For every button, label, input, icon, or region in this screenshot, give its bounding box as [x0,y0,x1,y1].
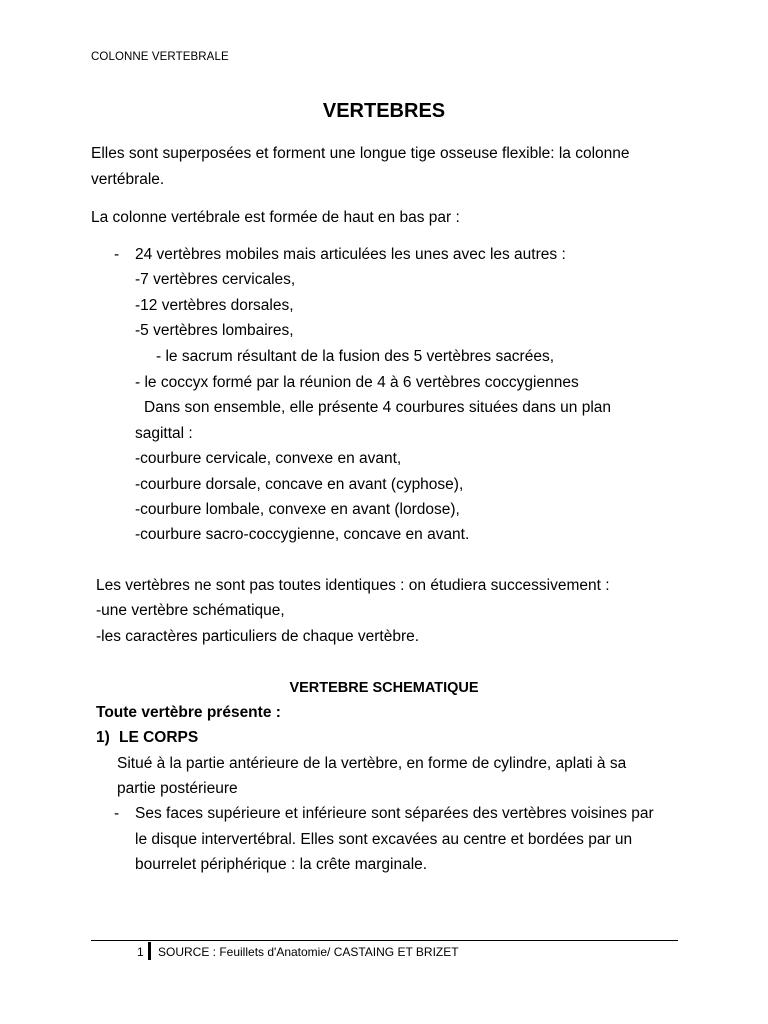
curve-sacro-coccygeal: -courbure sacro-coccygienne, concave en avant. [135,526,470,543]
faces-bullet: - [114,805,120,822]
list-item-sacrum: - le sacrum résultant de la fusion des 5 vertèbres sacrées, [156,348,555,365]
footer-source: SOURCE : Feuillets d'Anatomie/ CASTAING ET BRIZET [158,945,459,959]
section-heading: VERTEBRE SCHEMATIQUE [289,680,479,696]
list-item-cervical: -7 vertèbres cervicales, [135,271,296,288]
item-number: 1) [96,729,110,746]
study-line-1: Les vertèbres ne sont pas toutes identiques : on étudiera successivement : [96,577,610,594]
study-line-2: -une vertèbre schématique, [96,602,285,619]
list-item-coccyx: - le coccyx formé par la réunion de 4 à 6 vertèbres coccygiennes [135,374,579,391]
study-line-3: -les caractères particuliers de chaque vertèbre. [96,628,420,645]
curves-intro-line-1: Dans son ensemble, elle présente 4 courbures situées dans un plan [144,399,612,416]
list-item-mobile-vertebrae: 24 vertèbres mobiles mais articulées les unes avec les autres : [135,246,566,263]
curve-dorsal: -courbure dorsale, concave en avant (cyphose), [135,476,464,493]
faces-line-2: le disque intervertébral. Elles sont excavées au centre et bordées par un [135,831,633,848]
list-item-dorsal: -12 vertèbres dorsales, [135,297,294,314]
faces-line-3: bourrelet périphérique : la crête marginale. [135,856,428,873]
body-line-2: partie postérieure [117,780,238,797]
footer-page-number: 1 [137,945,144,959]
intro-line-1: Elles sont superposées et forment une longue tige osseuse flexible: la colonne [91,145,630,162]
section-subheading: Toute vertèbre présente : [96,704,281,721]
footer-rule [91,940,678,941]
curve-lumbar: -courbure lombale, convexe en avant (lordose), [135,501,460,518]
faces-line-1: Ses faces supérieure et inférieure sont séparées des vertèbres voisines par [135,805,654,822]
body-line-1: Situé à la partie antérieure de la vertèbre, en forme de cylindre, aplati à sa [117,755,627,772]
page-title: VERTEBRES [322,100,446,122]
list-item-lumbar: -5 vertèbres lombaires, [135,322,294,339]
curve-cervical: -courbure cervicale, convexe en avant, [135,450,402,467]
formed-by-paragraph: La colonne vertébrale est formée de haut en bas par : [91,209,460,226]
page-header: COLONNE VERTEBRALE [91,51,229,63]
list-bullet: - [114,246,120,263]
item-title: LE CORPS [119,729,199,746]
footer-separator [148,942,151,960]
intro-line-2: vertébrale. [91,171,165,188]
curves-intro-line-2: sagittal : [135,425,193,442]
